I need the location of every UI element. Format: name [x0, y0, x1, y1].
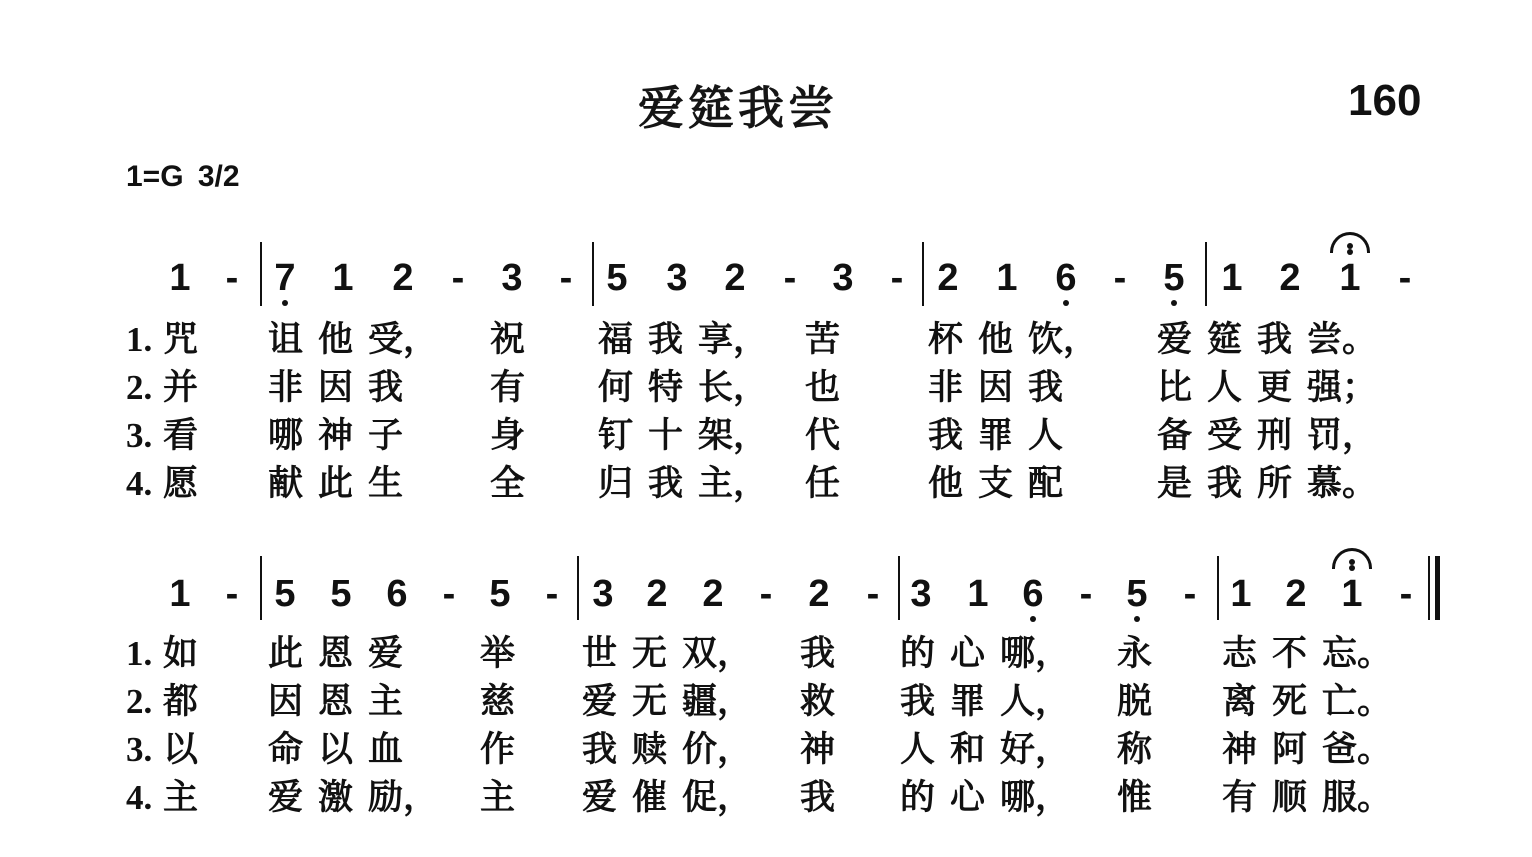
bar-line [1205, 242, 1207, 306]
lyric-char: 和 [950, 729, 986, 770]
sustain-dash: - [759, 573, 773, 615]
lyric-char: 筵 [1207, 319, 1243, 360]
lyric-char: 价， [682, 729, 753, 770]
lyric-char: 罪 [950, 681, 986, 722]
lyric-char: 主 [163, 777, 199, 818]
lyric-char: 好， [1000, 729, 1071, 770]
final-bar-line [1428, 556, 1430, 620]
note-2: 2 [1285, 573, 1307, 615]
sustain-dash: - [890, 257, 904, 299]
lyric-char: 人 [900, 729, 936, 770]
key-time-signature: 1=G 3/2 [126, 160, 240, 193]
bar-line [922, 242, 924, 306]
lyric-char: 任 [805, 463, 841, 504]
lyric-char: 他 [978, 319, 1014, 360]
note-5: 5 [489, 573, 511, 615]
lyric-char: 惟 [1117, 777, 1153, 818]
lyric-char: 更 [1257, 367, 1293, 408]
lyric-char: 献 [268, 463, 304, 504]
sustain-dash: - [451, 257, 465, 299]
lyric-char: 罚， [1307, 415, 1378, 456]
lyric-char: 以 [318, 729, 354, 770]
note-3: 3 [832, 257, 854, 299]
lyric-char: 爸。 [1322, 729, 1393, 770]
lyric-char: 因 [978, 367, 1014, 408]
bar-line [260, 556, 262, 620]
lyric-char: 人， [1000, 681, 1071, 722]
lyric-char: 主， [698, 463, 769, 504]
note-1: 1 [1330, 258, 1370, 298]
lyric-char: 长， [698, 367, 769, 408]
lyric-char: 备 [1157, 415, 1193, 456]
lyric-char: 我 [1257, 319, 1293, 360]
lyric-char: 杯 [928, 319, 964, 360]
lyric-char: 死 [1272, 681, 1308, 722]
lyric-char: 有 [490, 367, 526, 408]
lyric-char: 有 [1222, 777, 1258, 818]
lyric-char: 忘。 [1322, 633, 1393, 674]
lyric-char: 是 [1157, 463, 1193, 504]
lyric-char: 配 [1028, 463, 1064, 504]
lyric-char: 都 [163, 681, 199, 722]
lyric-char: 慈 [480, 681, 516, 722]
lyric-char: 福 [598, 319, 634, 360]
lyric-char: 我 [928, 415, 964, 456]
lyric-char: 人 [1028, 415, 1064, 456]
hymn-title: 爱筵我尝 [638, 81, 838, 135]
lyric-char: 赎 [632, 729, 668, 770]
lyric-char: 爱 [268, 777, 304, 818]
note-1: 1 [1332, 574, 1372, 614]
verse-number: 4. [126, 778, 153, 817]
lyric-char: 祝 [490, 319, 526, 360]
fermata-icon [1330, 232, 1370, 253]
verse-number: 3. [126, 416, 153, 455]
note-7: 7 [265, 258, 305, 298]
bar-line [1217, 556, 1219, 620]
note-5: 5 [274, 573, 296, 615]
lyric-char: 慕。 [1307, 463, 1378, 504]
lyric-char: 爱 [582, 681, 618, 722]
lyric-char: 何 [598, 367, 634, 408]
lyric-char: 我 [900, 681, 936, 722]
verse-number: 3. [126, 730, 153, 769]
verse-number: 1. [126, 320, 153, 359]
lyric-char: 我 [582, 729, 618, 770]
lyric-char: 顺 [1272, 777, 1308, 818]
lyric-char: 主 [368, 681, 404, 722]
lyric-char: 饮， [1028, 319, 1099, 360]
lyric-char: 恩 [318, 681, 354, 722]
lyric-char: 脱 [1117, 681, 1153, 722]
lyric-char: 举 [480, 633, 516, 674]
verse-number: 2. [126, 368, 153, 407]
lyric-char: 血 [368, 729, 404, 770]
lyric-char: 此 [268, 633, 304, 674]
note-6: 6 [1013, 574, 1053, 614]
lyric-char: 生 [368, 463, 404, 504]
lyric-char: 子 [368, 415, 404, 456]
lyric-char: 身 [490, 415, 526, 456]
note-2: 2 [702, 573, 724, 615]
lyric-char: 作 [480, 729, 516, 770]
lyric-char: 我 [368, 367, 404, 408]
note-5: 5 [330, 573, 352, 615]
lyric-char: 离 [1222, 681, 1258, 722]
bar-line [592, 242, 594, 306]
lyric-char: 咒 [163, 319, 199, 360]
lyric-char: 架， [698, 415, 769, 456]
lyric-char: 哪 [268, 415, 304, 456]
note-6: 6 [1046, 258, 1086, 298]
lyric-char: 我 [648, 319, 684, 360]
lyric-char: 哪， [1000, 633, 1071, 674]
lyric-char: 比 [1157, 367, 1193, 408]
bar-line [898, 556, 900, 620]
lyric-char: 催 [632, 777, 668, 818]
note-1: 1 [169, 257, 191, 299]
lyric-char: 我 [1028, 367, 1064, 408]
lyric-char: 我 [1207, 463, 1243, 504]
lyric-char: 因 [318, 367, 354, 408]
lyric-char: 十 [648, 415, 684, 456]
sustain-dash: - [225, 573, 239, 615]
note-1: 1 [1221, 257, 1243, 299]
lyric-char: 受， [368, 319, 439, 360]
sustain-dash: - [225, 257, 239, 299]
note-2: 2 [724, 257, 746, 299]
lyric-char: 我 [800, 777, 836, 818]
lyric-char: 受 [1207, 415, 1243, 456]
lyric-char: 看 [163, 415, 199, 456]
note-5: 5 [1154, 258, 1194, 298]
sustain-dash: - [1399, 573, 1413, 615]
note-6: 6 [386, 573, 408, 615]
note-2: 2 [937, 257, 959, 299]
sustain-dash: - [1183, 573, 1197, 615]
verse-number: 2. [126, 682, 153, 721]
hymn-number: 160 [1348, 76, 1422, 125]
verse-number: 4. [126, 464, 153, 503]
lyric-char: 尝。 [1307, 319, 1378, 360]
lyric-char: 享， [698, 319, 769, 360]
lyric-char: 主 [480, 777, 516, 818]
note-5: 5 [606, 257, 628, 299]
lyric-char: 无 [632, 633, 668, 674]
note-1: 1 [1230, 573, 1252, 615]
note-1: 1 [996, 257, 1018, 299]
lyric-char: 我 [800, 633, 836, 674]
lyric-char: 命 [268, 729, 304, 770]
lyric-char: 心 [950, 633, 986, 674]
bar-line [577, 556, 579, 620]
sustain-dash: - [545, 573, 559, 615]
lyric-char: 激 [318, 777, 354, 818]
lyric-char: 所 [1257, 463, 1293, 504]
note-3: 3 [592, 573, 614, 615]
lyric-char: 代 [805, 415, 841, 456]
lyric-char: 爱 [1157, 319, 1193, 360]
lyric-char: 的 [900, 633, 936, 674]
lyric-char: 服。 [1322, 777, 1393, 818]
note-1: 1 [169, 573, 191, 615]
lyric-char: 神 [1222, 729, 1258, 770]
lyric-char: 励， [368, 777, 439, 818]
fermata-icon [1332, 548, 1372, 569]
lyric-char: 称 [1117, 729, 1153, 770]
sustain-dash: - [1079, 573, 1093, 615]
lyric-char: 支 [978, 463, 1014, 504]
note-3: 3 [501, 257, 523, 299]
note-2: 2 [808, 573, 830, 615]
lyric-char: 非 [928, 367, 964, 408]
lyric-char: 强； [1307, 367, 1378, 408]
lyric-char: 愿 [163, 463, 199, 504]
lyric-char: 永 [1117, 633, 1153, 674]
lyric-char: 全 [490, 463, 526, 504]
lyric-char: 亡。 [1322, 681, 1393, 722]
lyric-char: 恩 [318, 633, 354, 674]
note-1: 1 [332, 257, 354, 299]
lyric-char: 疆， [682, 681, 753, 722]
note-2: 2 [646, 573, 668, 615]
lyric-char: 世 [582, 633, 618, 674]
final-bar-line-thick [1435, 556, 1440, 620]
lyric-char: 并 [163, 367, 199, 408]
lyric-char: 如 [163, 633, 199, 674]
lyric-char: 爱 [368, 633, 404, 674]
bar-line [260, 242, 262, 306]
verse-number: 1. [126, 634, 153, 673]
lyric-char: 双， [682, 633, 753, 674]
lyric-char: 他 [318, 319, 354, 360]
note-3: 3 [910, 573, 932, 615]
lyric-char: 此 [318, 463, 354, 504]
sustain-dash: - [559, 257, 573, 299]
lyric-char: 哪， [1000, 777, 1071, 818]
lyric-char: 也 [805, 367, 841, 408]
lyric-char: 因 [268, 681, 304, 722]
note-1: 1 [967, 573, 989, 615]
lyric-char: 促， [682, 777, 753, 818]
lyric-char: 人 [1207, 367, 1243, 408]
sustain-dash: - [1113, 257, 1127, 299]
note-5: 5 [1117, 574, 1157, 614]
lyric-char: 无 [632, 681, 668, 722]
lyric-char: 非 [268, 367, 304, 408]
lyric-char: 爱 [582, 777, 618, 818]
sustain-dash: - [1398, 257, 1412, 299]
lyric-char: 我 [648, 463, 684, 504]
lyric-char: 阿 [1272, 729, 1308, 770]
lyric-char: 刑 [1257, 415, 1293, 456]
lyric-char: 特 [648, 367, 684, 408]
lyric-char: 归 [598, 463, 634, 504]
lyric-char: 不 [1272, 633, 1308, 674]
lyric-char: 救 [800, 681, 836, 722]
note-3: 3 [666, 257, 688, 299]
lyric-char: 神 [318, 415, 354, 456]
note-2: 2 [1279, 257, 1301, 299]
lyric-char: 诅 [268, 319, 304, 360]
lyric-char: 神 [800, 729, 836, 770]
lyric-char: 罪 [978, 415, 1014, 456]
lyric-char: 钉 [598, 415, 634, 456]
lyric-char: 以 [163, 729, 199, 770]
note-2: 2 [392, 257, 414, 299]
lyric-char: 苦 [805, 319, 841, 360]
lyric-char: 他 [928, 463, 964, 504]
sustain-dash: - [866, 573, 880, 615]
sustain-dash: - [442, 573, 456, 615]
lyric-char: 心 [950, 777, 986, 818]
lyric-char: 志 [1222, 633, 1258, 674]
lyric-char: 的 [900, 777, 936, 818]
sustain-dash: - [783, 257, 797, 299]
